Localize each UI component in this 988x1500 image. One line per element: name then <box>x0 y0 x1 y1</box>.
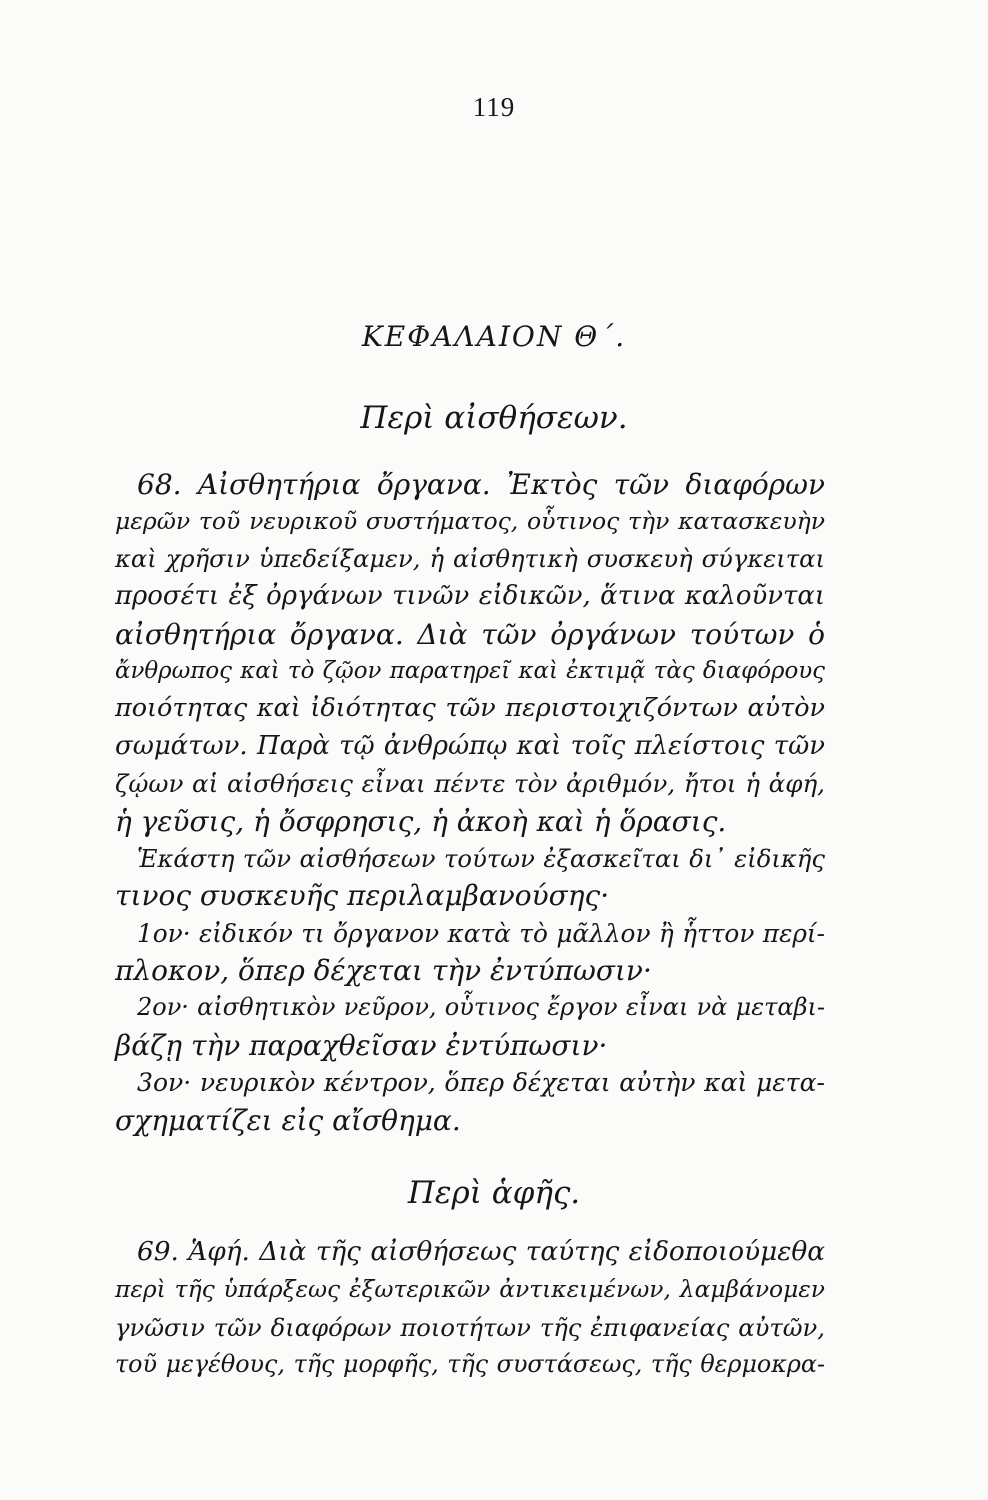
text-line: μερῶν τοῦ νευρικοῦ συστήματος, οὗτινος τὴν κατασκευὴν <box>115 507 825 536</box>
text-line: σχηματίζει εἰς αἴσθημα. <box>115 1103 461 1137</box>
text-line: σωμάτων. Παρὰ τῷ ἀνθρώπῳ καὶ τοῖς πλείστοις τῶν <box>115 730 825 761</box>
text-line: καὶ χρῆσιν ὑπεδείξαμεν, ἡ αἰσθητικὴ συσκευὴ σύγκειται <box>115 544 825 573</box>
text-line: Ἑκάστη τῶν αἰσθήσεων τούτων ἐξασκεῖται δι᾽ εἰδικῆς <box>137 843 825 873</box>
text-line: προσέτι ἐξ ὀργάνων τινῶν εἰδικῶν, ἅτινα καλοῦνται <box>115 581 825 612</box>
list-item-1: 1ον· εἰδικόν τι ὄργανον κατὰ τὸ μᾶλλον ἢ ἧττον περί- <box>137 918 825 948</box>
text-line: βάζῃ τὴν παραχθεῖσαν ἐντύπωσιν· <box>115 1028 608 1062</box>
list-item-2: 2ον· αἰσθητικὸν νεῦρον, οὗτινος ἔργον εἶναι νὰ μεταβι- <box>137 993 825 1022</box>
section-heading-senses: Περὶ αἰσθήσεων. <box>360 400 628 436</box>
text-line: ἡ γεῦσις, ἡ ὄσφρησις, ἡ ἀκοὴ καὶ ἡ ὅρασις. <box>115 804 727 838</box>
page-number: 119 <box>472 92 516 122</box>
text-line: τινος συσκευῆς περιλαμβανούσης· <box>115 879 610 913</box>
paragraph-touch <box>115 1234 825 1384</box>
paragraph-sense-organs <box>115 466 825 1139</box>
text-line: 68. Αἰσθητήρια ὄργανα. Ἐκτὸς τῶν διαφόρων <box>137 468 825 501</box>
text-line: ἄνθρωπος καὶ τὸ ζῷον παρατηρεῖ καὶ ἐκτιμᾷ τὰς διαφόρους <box>115 657 825 684</box>
section-heading-touch: Περὶ ἁφῆς. <box>407 1175 581 1211</box>
text-line: γνῶσιν τῶν διαφόρων ποιοτήτων τῆς ἐπιφανείας αὐτῶν, <box>115 1312 825 1342</box>
chapter-title: ΚΕΦΑΛΑΙΟΝ Θ΄. <box>361 320 627 353</box>
text-line: τοῦ μεγέθους, τῆς μορφῆς, τῆς συστάσεως, τῆς θερμοκρα- <box>115 1350 825 1379</box>
text-line: ποιότητας καὶ ἰδιότητας τῶν περιστοιχιζόντων αὐτὸν <box>115 693 825 724</box>
text-line: περὶ τῆς ὑπάρξεως ἐξωτερικῶν ἀντικειμένων, λαμβάνομεν <box>115 1275 825 1304</box>
list-item-3: 3ον· νευρικὸν κέντρον, ὅπερ δέχεται αὐτὴν καὶ μετα- <box>137 1068 825 1098</box>
text-line: 69. Ἁφή. Διὰ τῆς αἰσθήσεως ταύτης εἰδοποιούμεθα <box>137 1237 825 1267</box>
text-line: αἰσθητήρια ὄργανα. Διὰ τῶν ὀργάνων τούτων ὁ <box>115 617 825 651</box>
text-line: ζῴων αἱ αἰσθήσεις εἶναι πέντε τὸν ἀριθμόν, ἤτοι ἡ ἁφή, <box>115 769 825 799</box>
text-line: πλοκον, ὅπερ δέχεται τὴν ἐντύπωσιν· <box>115 954 652 988</box>
